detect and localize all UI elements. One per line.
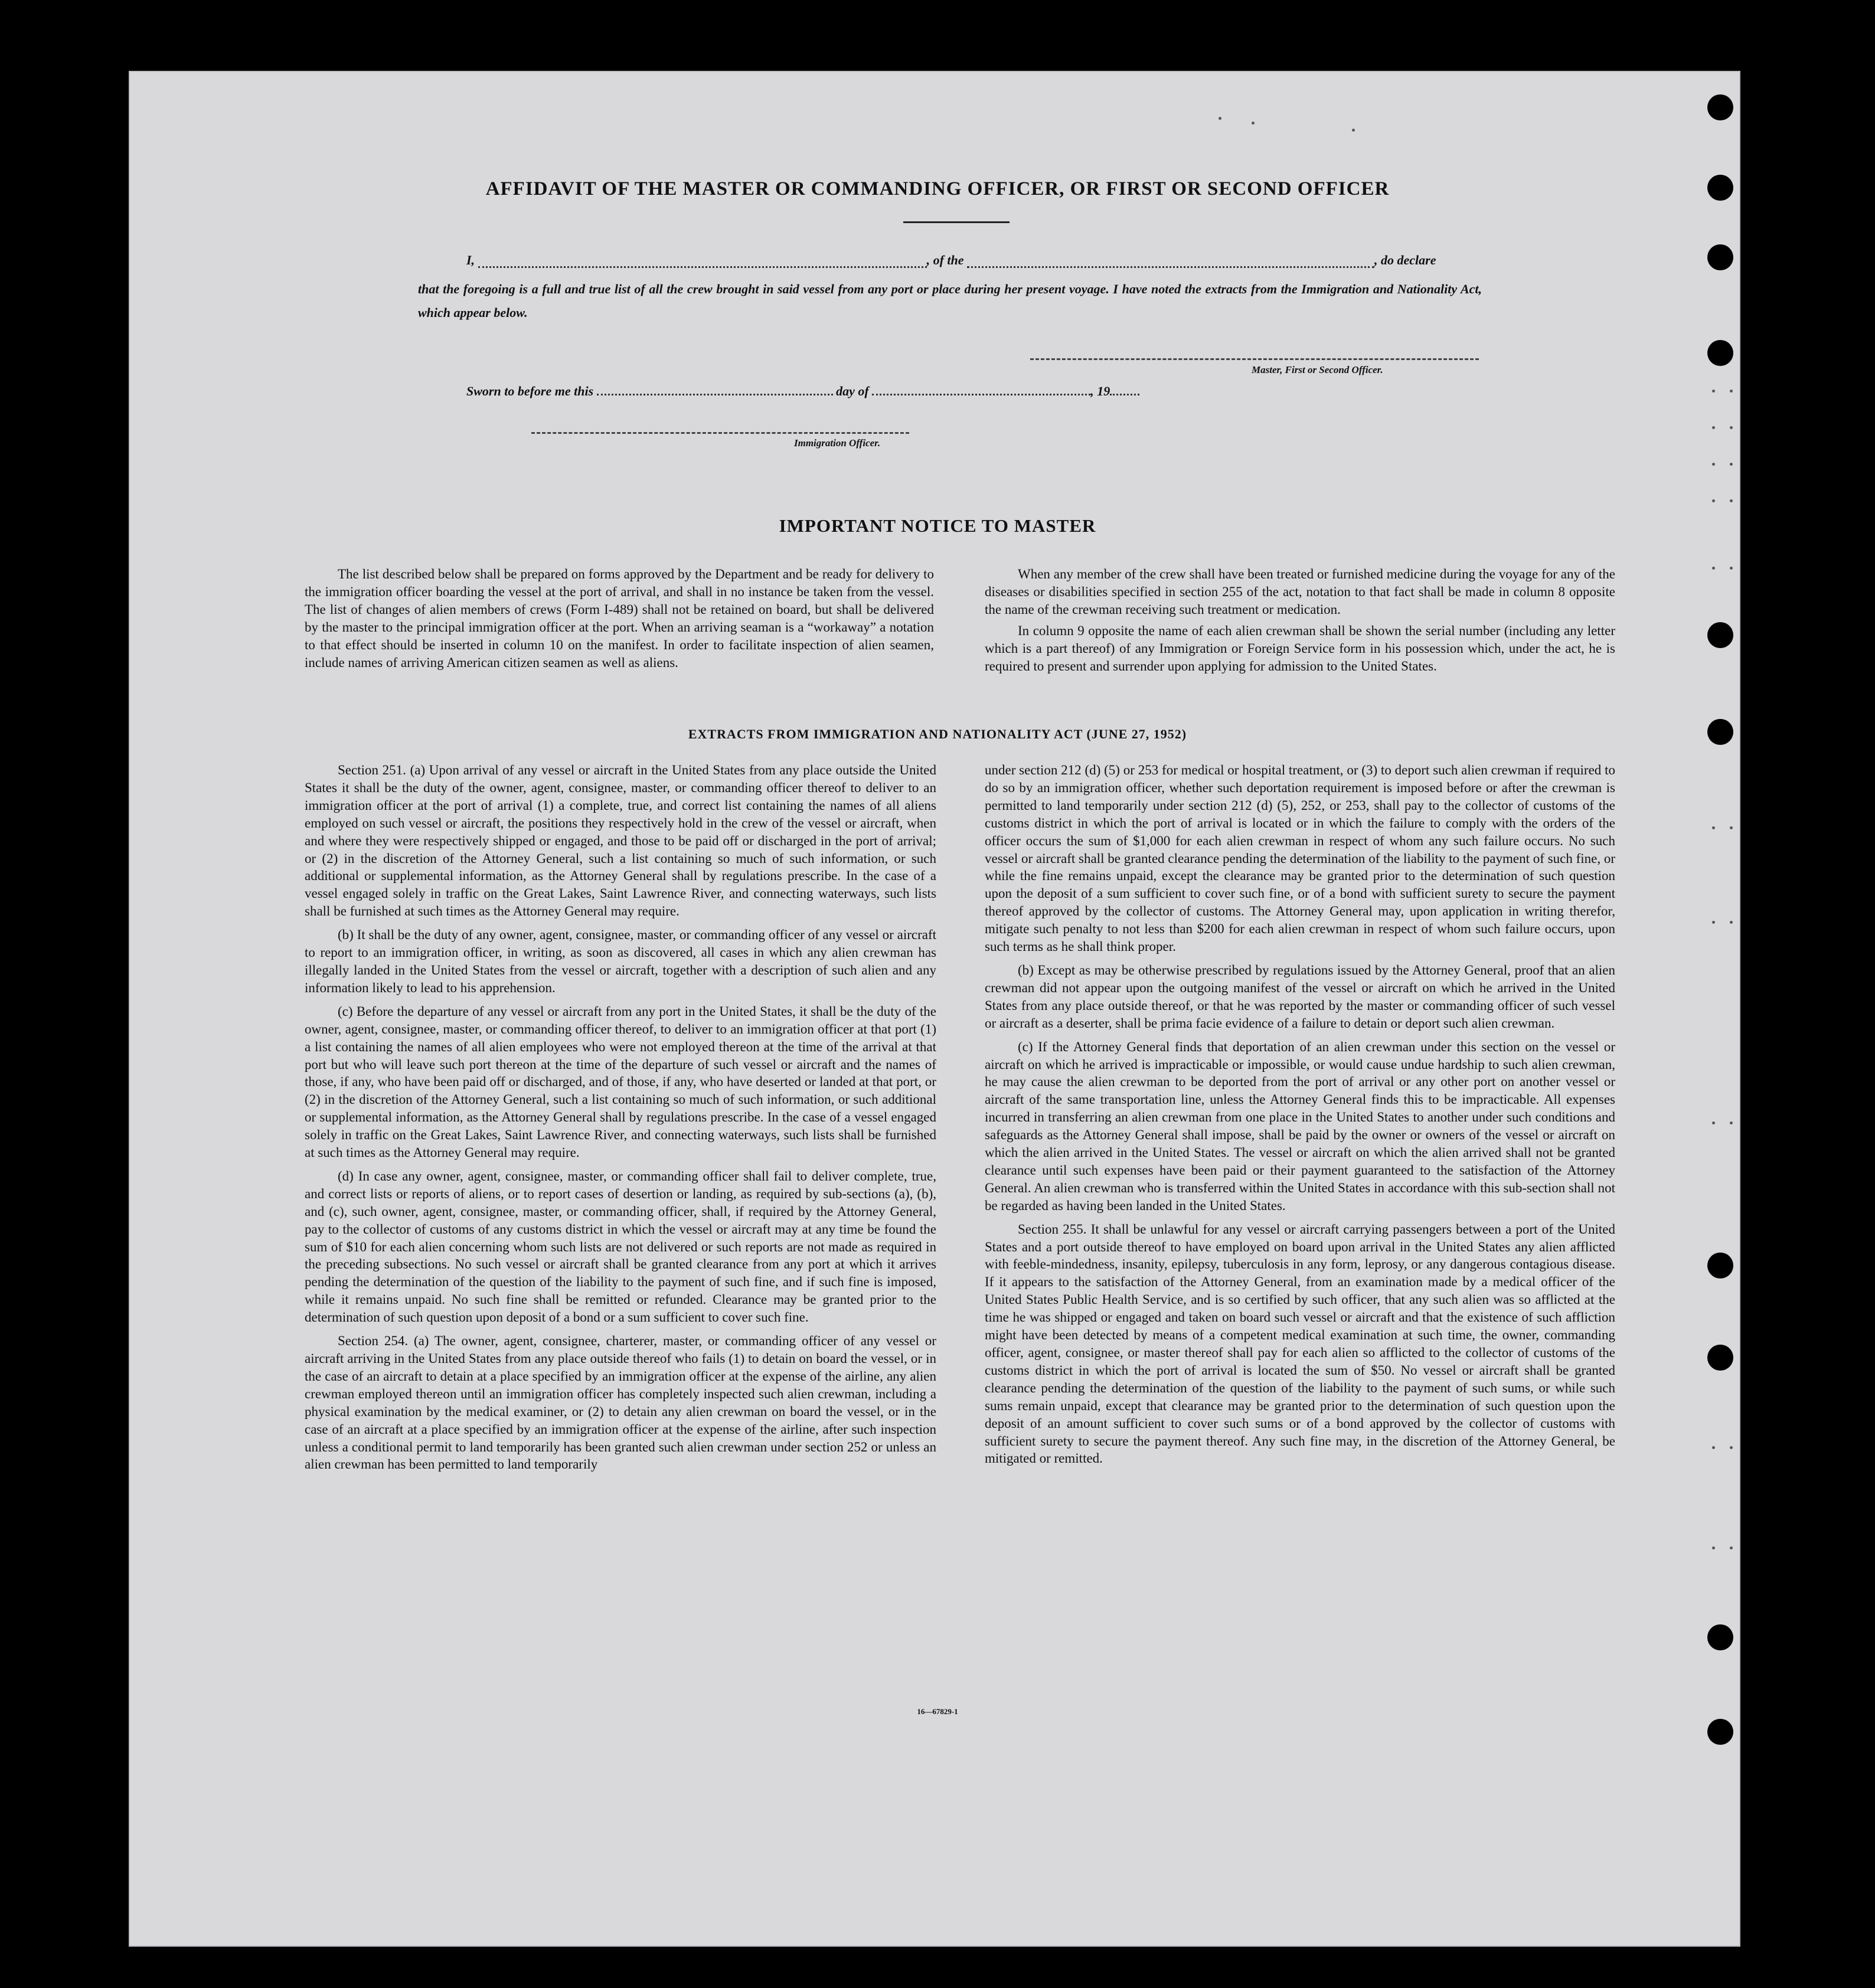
speck xyxy=(1712,567,1715,570)
declare-of-the: , of the xyxy=(926,253,964,267)
speck xyxy=(1730,1446,1733,1449)
notice-right-column xyxy=(985,565,1615,675)
sworn-year: , 19 xyxy=(1090,384,1110,398)
speck xyxy=(1730,567,1733,570)
extract-paragraph: (c) Before the departure of any vessel or aircraft from any port in the United States, it shall be the duty of the owner, agent, consignee, master, or commanding officer thereof, to deliver to an immigration officer at that port (1) a list containing the names of all alien employees who were not employed thereon at the time of the arrival at that port but who will leave such port thereon at the time of the departure of such vessel or aircraft and the names of those, if any, who have been paid off or discharged, and of those, if any, who have deserted or landed at that port, or (2) in the discretion of the Attorney General, such a list containing so much of such information, or such additional or supplemental information, as the Attorney General shall by regulations prescribe. In the case of a vessel engaged solely in traffic on the Great Lakes, Saint Lawrence River, and connecting waterways, such lists shall be furnished at such times as the Attorney General may require. xyxy=(305,1003,936,1160)
extracts-left-column xyxy=(305,761,936,1473)
punch-hole xyxy=(1707,1253,1733,1279)
extract-paragraph: (b) Except as may be otherwise prescribed by regulations issued by the Attorney General, proof that an alien crewman did not appear upon the outgoing manifest of the vessel or aircraft on which he arrived in the United States from any place outside thereof, or that he was reported by the master or commanding officer of such vessel or aircraft as a deserter, shall be prima facie evidence of a failure to detain or deport such alien crewman. xyxy=(985,962,1615,1031)
extract-paragraph: Section 254. (a) The owner, agent, consignee, charterer, master, or commanding officer of any vessel or aircraft arriving in the United States from any place outside thereof who fails (1) to detain on board the vessel, or in the case of an aircraft to detain at a place specified by an immigration officer at the expense of the airline, any alien crewman employed thereon until an immigration officer has completely inspected such alien crewman, including a physical examination by the medical examiner, or (2) to detain any alien crewman on board the vessel, or in the case of an aircraft at a place specified by an immigration officer at the expense of the airline, after such inspection unless a conditional permit to land temporarily has been granted such alien crewman under section 252 or unless an alien crewman has been permitted to land temporarily xyxy=(305,1333,936,1472)
extract-paragraph: (c) If the Attorney General finds that deportation of an alien crewman under this section on the vessel or aircraft on which he arrived is impracticable or impossible, or would cause undue hardship to such alien crewman, he may cause the alien crewman to be deported from the port of arrival or any other port on another vessel or aircraft of the same transportation line, unless the Attorney General finds this to be impracticable. All expenses incurred in transferring an alien crewman from one place in the United States to another under such conditions and safeguards as the Attorney General shall impose, shall be paid by the owner or owners of the vessel or aircraft on which the alien arrived in the United States. The vessel or aircraft on which the alien arrived shall not be granted clearance until such expenses have been paid or their payment guaranteed to the satisfaction of the Attorney General. An alien crewman who is transferred within the United States in accordance with this sub-section shall not be regarded as having been landed in the United States. xyxy=(985,1039,1615,1213)
speck xyxy=(1730,826,1733,829)
extract-paragraph: Section 255. It shall be unlawful for any vessel or aircraft carrying passengers between a port of the United States and a port outside thereof to have employed on board upon arrival in the United States any alien afflicted with feeble-mindedness, insanity, epilepsy, tuberculosis in any form, leprosy, or any dangerous contagious disease. If it appears to the satisfaction of the Attorney General, from an examination made by a medical officer of the United States Public Health Service, and is so certified by such officer, that any such alien was so afflicted at the time he was shipped or engaged and taken on board such vessel or aircraft and that the existence of such affliction might have been detected by means of a competent medical examination at such time, the owner, commanding officer, agent, consignee, or master thereof shall pay for each alien so afflicted to the collector of customs of the customs district in which the port of arrival is located the sum of $50. No vessel or aircraft shall be granted clearance pending the determination of the question of the liability to the payment of such sums, or while such sums remain unpaid, except that clearance may be granted prior to the determination of such question upon the deposit of an amount sufficient to cover such sums or of a bond approved by the collector of customs with sufficient surety to secure the payment thereof. Any such fine may, in the discretion of the Attorney General, be mitigated or remitted. xyxy=(985,1221,1615,1466)
declaration-body: that the foregoing is a full and true list of all the crew brought in said vessel from any port or place during her present voyage. I have noted the extracts from the Immigration and Nationality Act, which appear below. xyxy=(418,282,1482,320)
notice-paragraph: When any member of the crew shall have been treated or furnished medicine during the voyage for any of the diseases or disabilities specified in section 255 of the act, notation to that fact shall be made in column 8 opposite the name of the crewman receiving such treatment or medication. xyxy=(985,567,1615,617)
speck xyxy=(1712,921,1715,924)
notice-left-column xyxy=(305,565,934,671)
declare-suffix: , do declare xyxy=(1374,253,1436,267)
notice-title: IMPORTANT NOTICE TO MASTER xyxy=(779,515,1096,536)
day-blank xyxy=(597,388,833,395)
month-blank xyxy=(872,388,1090,395)
title-underline xyxy=(903,221,1010,223)
name-blank xyxy=(478,260,927,268)
extract-paragraph: (b) It shall be the duty of any owner, agent, consignee, master, or commanding officer of any vessel or aircraft to report to an immigration officer, in writing, as soon as discovered, all cases in which any alien crewman has illegally landed in the United States from the vessel or aircraft, together with a description of such alien and any information likely to lead to his apprehension. xyxy=(305,927,936,995)
speck xyxy=(1252,122,1255,125)
extracts-title: EXTRACTS FROM IMMIGRATION AND NATIONALITY ACT (JUNE 27, 1952) xyxy=(688,727,1187,741)
speck xyxy=(1712,463,1715,466)
affidavit-title: AFFIDAVIT OF THE MASTER OR COMMANDING OFFICER, OR FIRST OR SECOND OFFICER xyxy=(485,178,1390,200)
punch-hole xyxy=(1707,1719,1733,1745)
extract-paragraph: (d) In case any owner, agent, consignee, master, or commanding officer shall fail to deliver complete, true, and correct lists or reports of aliens, or to report cases of desertion or landing, as required by sub-sections (a), (b), and (c), such owner, agent, consignee, master, or commanding officer, shall, if required by the Attorney General, pay to the collector of customs of any customs district in which the vessel or aircraft may at any time be found the sum of $10 for each alien concerning whom such lists are not delivered or such reports are not made as required in the preceding subsections. No such vessel or aircraft shall be granted clearance from any port at which it arrives pending the determination of the question of the liability to the payment of such fine, and if such fine is imposed, while it remains unpaid. No such fine shall be remitted or refunded. Clearance may be granted prior to the determination of such question upon deposit of a bond or a sum sufficient to cover such fine. xyxy=(305,1168,936,1325)
punch-hole xyxy=(1707,1624,1733,1650)
sworn-day-of: day of xyxy=(836,384,869,398)
speck xyxy=(1712,826,1715,829)
speck xyxy=(1219,117,1221,120)
immigration-officer-line xyxy=(531,432,909,434)
speck xyxy=(1712,390,1715,393)
punch-hole xyxy=(1707,1345,1733,1371)
declare-prefix: I, xyxy=(466,253,475,267)
immigration-officer-label: Immigration Officer. xyxy=(794,437,881,449)
punch-hole xyxy=(1707,622,1733,648)
declaration-line xyxy=(466,253,1482,268)
signature-line xyxy=(1030,358,1479,360)
extract-paragraph: under section 212 (d) (5) or 253 for medical or hospital treatment, or (3) to deport such alien crewman if required to do so by an immigration officer, whether such deportation requirement is imposed before or after the crewman is permitted to land temporarily under section 212 (d) (5), 252, or 253, shall pay to the collector of customs of the customs district in which the port of arrival is located or in which the failure to comply with the orders of the officer occurs the sum of $1,000 for each alien crewman in respect of whom any such failure occurs. No such vessel or aircraft shall be granted clearance pending the determination of the liability to the payment of such fine, or while the fine remains unpaid, except the clearance may be granted prior to the determination of such question upon the deposit of a sum sufficient to cover such fine, or of a bond with sufficient surety to secure the payment thereof approved by the collector of customs. The Attorney General may, upon application in writing therefor, mitigate such penalty to not less than $200 for each alien crewman in respect of whom such failure occurs, upon such terms as he shall think proper. xyxy=(985,763,1615,954)
speck xyxy=(1352,129,1355,132)
sworn-line xyxy=(466,384,1234,399)
notice-paragraph: The list described below shall be prepared on forms approved by the Department and be ready for delivery to the immigration officer boarding the vessel at the port of arrival, and shall in no instance be taken from the vessel. The list of changes of alien members of crews (Form I-489) shall not be retained on board, but shall be delivered by the master to the principal immigration officer at the port. When an arriving seaman is a “workaway” a notation to that effect should be inserted in column 10 on the manifest. In order to facilitate inspection of alien seamen, include names of arriving American citizen seamen as well as aliens. xyxy=(305,567,934,670)
extract-paragraph: Section 251. (a) Upon arrival of any vessel or aircraft in the United States from any place outside the United States it shall be the duty of the owner, agent, consignee, master, or commanding officer thereof to deliver to an immigration officer at the port of arrival (1) a complete, true, and correct list containing the names of all aliens employed on such vessel or aircraft, the positions they respectively hold in the crew of the vessel or aircraft, when and where they were respectively shipped or engaged, and those to be paid off or discharged in the port of arrival; or (2) in the discretion of the Attorney General, such a list containing so much of such information, or such additional or supplemental information, as the Attorney General shall by regulations prescribe. In the case of a vessel engaged solely in traffic on the Great Lakes, Saint Lawrence River, and connecting waterways, such lists shall be furnished at such times as the Attorney General may require. xyxy=(305,763,936,919)
speck xyxy=(1730,1546,1733,1549)
speck xyxy=(1730,426,1733,429)
notice-paragraph: In column 9 opposite the name of each alien crewman shall be shown the serial number (including any letter which is a part thereof) of any Immigration or Foreign Service form in his possession which, under the act, he is required to present and surrender upon applying for admission to the United States. xyxy=(985,623,1615,673)
speck xyxy=(1712,1121,1715,1124)
speck xyxy=(1712,499,1715,502)
speck xyxy=(1712,1446,1715,1449)
vessel-blank xyxy=(967,260,1374,268)
form-number: 16—67829-1 xyxy=(917,1707,958,1716)
speck xyxy=(1730,463,1733,466)
speck xyxy=(1712,426,1715,429)
speck xyxy=(1730,499,1733,502)
punch-hole xyxy=(1707,94,1733,120)
speck xyxy=(1730,390,1733,393)
extracts-right-column xyxy=(985,761,1615,1467)
punch-hole xyxy=(1707,244,1733,270)
speck xyxy=(1712,1546,1715,1549)
year-blank xyxy=(1110,388,1139,395)
speck xyxy=(1730,1121,1733,1124)
sworn-prefix: Sworn to before me this xyxy=(466,384,594,398)
punch-hole xyxy=(1707,340,1733,366)
speck xyxy=(1730,921,1733,924)
signature-label: Master, First or Second Officer. xyxy=(1252,364,1383,375)
